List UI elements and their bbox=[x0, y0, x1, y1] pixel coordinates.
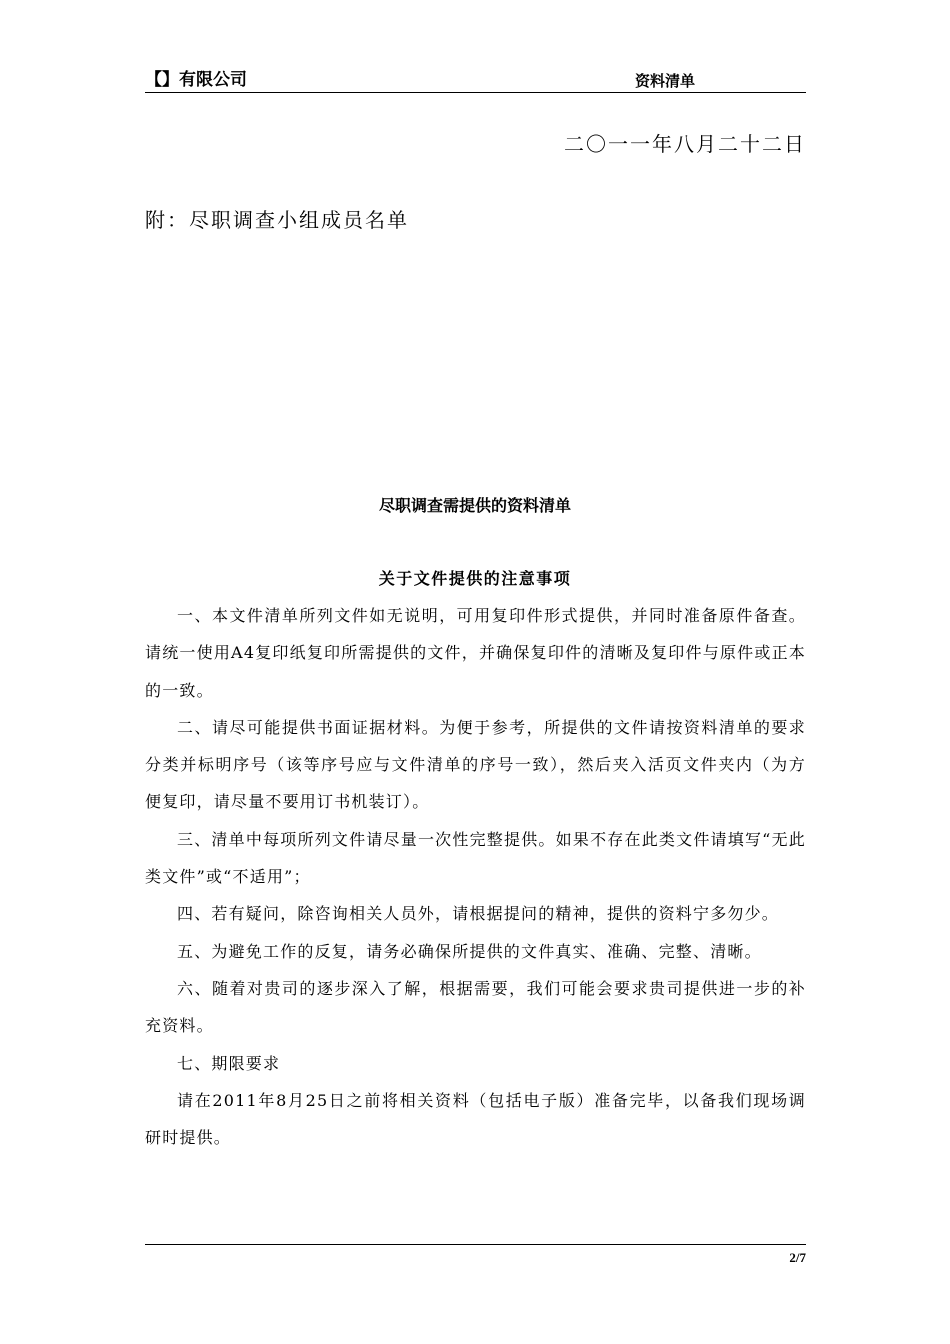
notes-title: 关于文件提供的注意事项 bbox=[378, 569, 572, 588]
document-date: 二〇一一年八月二十二日 bbox=[564, 132, 806, 156]
page-number: 2/7 bbox=[789, 1250, 806, 1265]
paragraph-4: 四、若有疑问，除咨询相关人员外，请根据提问的精神，提供的资料宁多勿少。 bbox=[177, 904, 780, 924]
company-name: 【】有限公司 bbox=[145, 70, 247, 90]
paragraph-1: 一、本文件清单所列文件如无说明，可用复印件形式提供，并同时准备原件备查。请统一使用A4复印纸复印所需提供的文件，并确保复印件的清晰及复印件与原件或正本的一致。 bbox=[145, 606, 806, 700]
appendix-line: 附：尽职调查小组成员名单 bbox=[145, 208, 409, 232]
paragraph-3: 三、清单中每项所列文件请尽量一次性完整提供。如果不存在此类文件请填写“无此类文件”或“不适用”； bbox=[145, 829, 806, 887]
header-doc-title: 资料清单 bbox=[635, 72, 696, 90]
paragraph-5: 五、为避免工作的反复，请务必确保所提供的文件真实、准确、完整、清晰。 bbox=[177, 941, 762, 961]
paragraph-2: 二、请尽可能提供书面证据材料。为便于参考，所提供的文件请按资料清单的要求分类并标明序号（该等序号应与文件清单的序号一致），然后夹入活页文件夹内（为方便复印，请尽量不要用订书机装订）。 bbox=[145, 717, 806, 812]
page-header bbox=[145, 70, 806, 93]
paragraph-7: 七、期限要求 bbox=[177, 1053, 281, 1073]
main-title: 尽职调查需提供的资料清单 bbox=[378, 496, 571, 515]
notes-body bbox=[145, 597, 806, 1156]
page-footer bbox=[145, 1244, 806, 1265]
paragraph-6: 六、随着对贵司的逐步深入了解，根据需要，我们可能会要求贵司提供进一步的补充资料。 bbox=[145, 978, 806, 1036]
paragraph-8: 请在2011年8月25日之前将相关资料（包括电子版）准备完毕，以备我们现场调研时提供。 bbox=[145, 1090, 806, 1148]
